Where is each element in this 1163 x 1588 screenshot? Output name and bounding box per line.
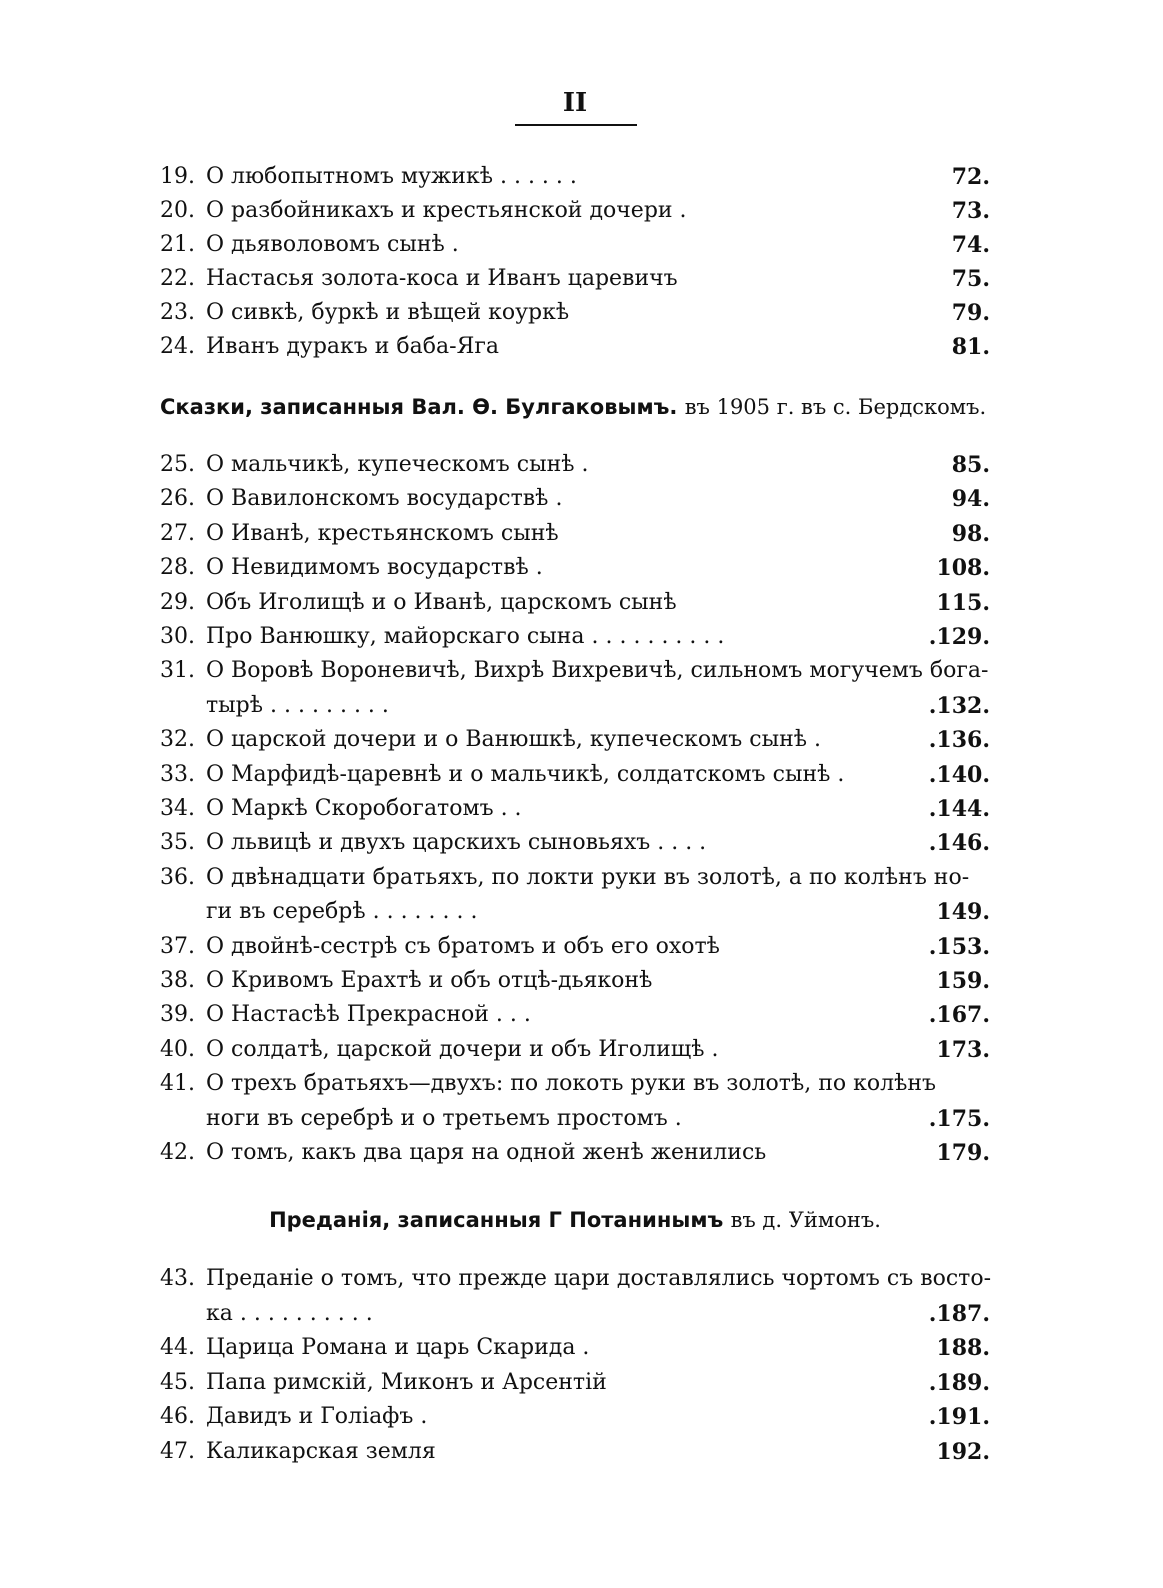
entry-page: .144. bbox=[928, 796, 990, 822]
toc-entry bbox=[160, 517, 990, 551]
toc-entry bbox=[160, 1067, 990, 1101]
toc-entry bbox=[160, 228, 990, 262]
entry-page: 72. bbox=[951, 164, 990, 190]
toc-entry bbox=[160, 1366, 990, 1400]
page-number: II bbox=[562, 88, 588, 118]
toc-entry bbox=[160, 723, 990, 757]
entry-page: 149. bbox=[936, 899, 990, 926]
toc-entry bbox=[160, 895, 990, 929]
toc-entry bbox=[160, 1262, 990, 1296]
entry-title: О разбойникахъ и крестьянской дочери . bbox=[206, 198, 687, 223]
entry-number: 32. bbox=[160, 727, 195, 753]
entry-page: 108. bbox=[936, 555, 990, 582]
entry-page: 94. bbox=[951, 486, 990, 513]
toc-entry bbox=[160, 262, 990, 296]
entry-number: 46. bbox=[160, 1404, 195, 1430]
toc-entry bbox=[160, 620, 990, 654]
toc-entry bbox=[160, 861, 990, 895]
entry-number: 40. bbox=[160, 1036, 195, 1062]
entry-page: .136. bbox=[928, 727, 990, 754]
toc-entry bbox=[160, 792, 990, 826]
entry-title: О томъ, какъ два царя на одной женѣ женились bbox=[206, 1140, 767, 1165]
entry-page: .146. bbox=[928, 830, 990, 857]
entry-number: 26. bbox=[160, 486, 195, 512]
entry-title: О Маркѣ Скоробогатомъ . . bbox=[206, 796, 522, 821]
entry-title: ка . . . . . . . . . . bbox=[206, 1300, 373, 1326]
entry-number: 33. bbox=[160, 761, 195, 787]
entry-title: О дьяволовомъ сынѣ . bbox=[206, 232, 459, 257]
entry-number: 38. bbox=[160, 968, 195, 993]
entry-page: .175. bbox=[928, 1105, 990, 1132]
entry-title: тырѣ . . . . . . . . . bbox=[206, 692, 389, 718]
section-heading bbox=[160, 1203, 990, 1237]
toc-entry bbox=[160, 998, 990, 1032]
entry-number: 22. bbox=[160, 266, 195, 291]
entry-number: 42. bbox=[160, 1140, 195, 1165]
entry-title: О любопытномъ мужикѣ . . . . . . bbox=[206, 164, 577, 189]
toc-entry bbox=[160, 930, 990, 964]
entry-number: 29. bbox=[160, 589, 195, 615]
toc-entry bbox=[160, 296, 990, 330]
entry-number: 47. bbox=[160, 1439, 195, 1464]
toc-entry bbox=[160, 654, 990, 688]
entry-title: О Кривомъ Ерахтѣ и объ отцѣ-дьяконѣ bbox=[206, 968, 653, 993]
toc-entry bbox=[160, 551, 990, 585]
entry-page: .153. bbox=[928, 933, 990, 960]
entry-page: .191. bbox=[928, 1404, 990, 1431]
entry-page: 75. bbox=[951, 266, 990, 292]
entry-title: О двойнѣ-сестрѣ съ братомъ и объ его охотѣ bbox=[206, 933, 720, 959]
entry-title: О Вавилонскомъ восударствѣ . bbox=[206, 486, 563, 512]
entry-page: 159. bbox=[936, 968, 990, 994]
entry-title: ноги въ серебрѣ и о третьемъ простомъ . bbox=[206, 1105, 682, 1131]
entry-page: 179. bbox=[936, 1140, 990, 1166]
entry-title: О Воровѣ Вороневичѣ, Вихрѣ Вихревичѣ, сильномъ могучемъ бога- bbox=[206, 658, 989, 684]
toc-entry bbox=[160, 1400, 990, 1434]
toc-entry bbox=[160, 1033, 990, 1067]
entry-page: 85. bbox=[951, 452, 990, 478]
entry-number: 37. bbox=[160, 933, 195, 959]
entry-number: 27. bbox=[160, 520, 195, 546]
entry-number: 19. bbox=[160, 164, 195, 189]
section-heading bbox=[160, 390, 990, 424]
entry-number: 39. bbox=[160, 1002, 195, 1028]
entry-page: 173. bbox=[936, 1036, 990, 1063]
toc-entry bbox=[160, 482, 990, 516]
toc-entry bbox=[160, 448, 990, 482]
entry-number: 23. bbox=[160, 300, 195, 325]
entry-title: Папа римскій, Миконъ и Арсентій bbox=[206, 1369, 607, 1395]
entry-number: 34. bbox=[160, 796, 195, 821]
entry-number: 25. bbox=[160, 452, 195, 477]
entry-title: О Иванѣ, крестьянскомъ сынѣ bbox=[206, 520, 559, 546]
toc-entry bbox=[160, 330, 990, 364]
entry-page: .140. bbox=[928, 761, 990, 788]
entry-number: 21. bbox=[160, 232, 195, 257]
toc-entry bbox=[160, 1331, 990, 1365]
section-heading-place: въ 1905 г. въ с. Бердскомъ. bbox=[684, 395, 987, 419]
entry-number: 24. bbox=[160, 334, 195, 359]
entry-title: Иванъ дуракъ и баба-Яга bbox=[206, 334, 499, 359]
entry-title: Каликарская земля bbox=[206, 1439, 436, 1464]
entry-page: 79. bbox=[951, 300, 990, 326]
entry-number: 20. bbox=[160, 198, 195, 223]
entry-title: О Настасѣѣ Прекрасной . . . bbox=[206, 1002, 531, 1028]
header-rule bbox=[515, 124, 637, 126]
toc-entry bbox=[160, 586, 990, 620]
section-heading-main: Преданія, записанныя Г Потанинымъ bbox=[269, 1208, 724, 1232]
toc-entry bbox=[160, 758, 990, 792]
entry-title: Настасья золота-коса и Иванъ царевичъ bbox=[206, 266, 678, 291]
entry-title: Объ Иголищѣ и о Иванѣ, царскомъ сынѣ bbox=[206, 589, 677, 615]
entry-title: О царской дочери и о Ванюшкѣ, купеческомъ сынѣ . bbox=[206, 727, 822, 753]
toc-entry bbox=[160, 1102, 990, 1136]
entry-page: 192. bbox=[936, 1439, 990, 1465]
entry-number: 36. bbox=[160, 864, 195, 890]
toc-entry bbox=[160, 826, 990, 860]
entry-page: 98. bbox=[951, 520, 990, 547]
entry-number: 31. bbox=[160, 658, 195, 684]
entry-title: О солдатѣ, царской дочери и объ Иголищѣ . bbox=[206, 1036, 719, 1062]
entry-number: 30. bbox=[160, 624, 195, 649]
toc-entry bbox=[160, 1136, 990, 1170]
entry-title: О сивкѣ, буркѣ и вѣщей коуркѣ bbox=[206, 300, 570, 325]
entry-title: Царица Романа и царь Скарида . bbox=[206, 1335, 590, 1361]
entry-page: .189. bbox=[928, 1369, 990, 1396]
entry-page: .132. bbox=[928, 692, 990, 719]
toc-entry bbox=[160, 689, 990, 723]
entry-page: 115. bbox=[936, 589, 990, 616]
entry-page: .187. bbox=[928, 1300, 990, 1327]
toc-entry bbox=[160, 964, 990, 998]
entry-number: 35. bbox=[160, 830, 195, 856]
entry-title: ги въ серебрѣ . . . . . . . . bbox=[206, 899, 478, 925]
entry-number: 43. bbox=[160, 1266, 195, 1291]
entry-number: 44. bbox=[160, 1335, 195, 1361]
entry-title: Про Ванюшку, майорскаго сына . . . . . . . . . . bbox=[206, 624, 725, 649]
toc-entry bbox=[160, 1435, 990, 1469]
entry-page: 73. bbox=[951, 198, 990, 224]
entry-title: О Невидимомъ восударствѣ . bbox=[206, 555, 543, 581]
entry-title: О двѣнадцати братьяхъ, по локти руки въ золотѣ, а по колѣнъ но- bbox=[206, 864, 970, 890]
entry-page: .167. bbox=[928, 1002, 990, 1029]
entry-page: 188. bbox=[936, 1335, 990, 1362]
entry-title: О трехъ братьяхъ—двухъ: по локоть руки въ золотѣ, по колѣнъ bbox=[206, 1071, 937, 1097]
entry-number: 41. bbox=[160, 1071, 195, 1097]
entry-page: 74. bbox=[951, 232, 990, 258]
entry-page: 81. bbox=[951, 334, 990, 360]
entry-title: Преданіе о томъ, что прежде цари доставлялись чортомъ съ восто- bbox=[206, 1266, 992, 1291]
entry-title: О львицѣ и двухъ царскихъ сыновьяхъ . . . . bbox=[206, 830, 707, 856]
section-heading-place: въ д. Уймонъ. bbox=[730, 1208, 881, 1232]
entry-title: О Марфидѣ-царевнѣ и о мальчикѣ, солдатскомъ сынѣ . bbox=[206, 761, 845, 787]
toc-entry bbox=[160, 160, 990, 194]
entry-number: 28. bbox=[160, 555, 195, 581]
entry-page: .129. bbox=[928, 624, 990, 650]
toc-entry bbox=[160, 1297, 990, 1331]
toc-entry bbox=[160, 194, 990, 228]
entry-number: 45. bbox=[160, 1369, 195, 1395]
entry-title: Давидъ и Голіафъ . bbox=[206, 1404, 428, 1430]
section-heading-main: Сказки, записанныя Вал. Ѳ. Булгаковымъ. bbox=[160, 395, 678, 419]
entry-title: О мальчикѣ, купеческомъ сынѣ . bbox=[206, 452, 589, 477]
